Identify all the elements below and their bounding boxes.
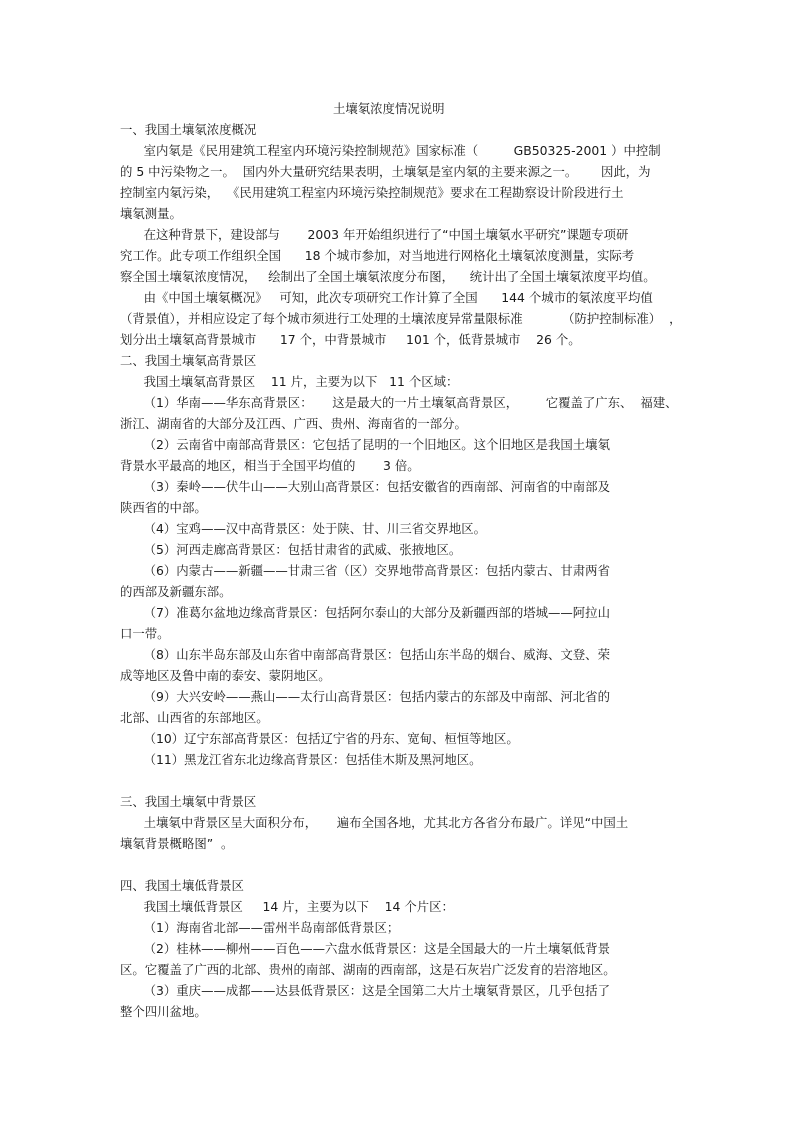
paragraph-line: 壤氡测量。: [120, 206, 182, 221]
list-item: （2）云南省中南部高背景区：它包括了昆明的一个旧地区。这个旧地区是我国土壤氡: [120, 437, 610, 452]
paragraph-line: 划分出土壤氡高背景城市 17 个，中背景城市 101 个，低背景城市 26 个。: [120, 332, 581, 347]
list-item: （6）内蒙古——新疆——甘肃三省（区）交界地带高背景区：包括内蒙古、甘肃两省: [120, 563, 610, 578]
list-item: （2）桂林——柳州——百色——六盘水低背景区：这是全国最大的一片土壤氡低背景: [120, 941, 610, 956]
paragraph-line: 我国土壤低背景区 14 片，主要为以下 14 个片区：: [120, 899, 454, 914]
list-item: 北部、山西省的东部地区。: [120, 710, 269, 725]
list-item: 浙江、湖南省的大部分及江西、广西、贵州、海南省的一部分。: [120, 416, 467, 431]
list-item: 的西部及新疆东部。: [120, 584, 232, 599]
list-item: （1）华南——华东高背景区： 这是最大的一片土壤氡高背景区， 它覆盖了广东、 福建、: [120, 395, 678, 410]
list-item: （4）宝鸡——汉中高背景区：处于陕、甘、川三省交界地区。: [120, 521, 487, 536]
section-heading: 一、我国土壤氡浓度概况: [120, 122, 257, 137]
paragraph-line: 在这种背景下，建设部与 2003 年开始组织进行了“中国土壤氡水平研究”课题专项研: [120, 227, 629, 242]
paragraph-line: 我国土壤氡高背景区 11 片，主要为以下 11 个区域：: [120, 374, 459, 389]
list-item: （1）海南省北部——雷州半岛南部低背景区；: [120, 920, 400, 935]
list-item: 成等地区及鲁中南的泰安、蒙阴地区。: [120, 668, 331, 683]
paragraph-line: 控制室内氡污染， 《民用建筑工程室内环境污染控制规范》要求在工程勘察设计阶段进行土: [120, 185, 624, 200]
section-heading: 三、我国土壤氡中背景区: [120, 794, 257, 809]
paragraph-line: 壤氡背景概略图” 。: [120, 836, 234, 851]
paragraph-line: 的 5 中污染物之一。 国内外大量研究结果表明，土壤氡是室内氡的主要来源之一。 因此，为: [120, 164, 651, 179]
section-heading: 四、我国土壤低背景区: [120, 878, 244, 893]
paragraph-line: （背景值），并相应设定了每个城市须进行工处理的土壤浓度异常量限标准 （防护控制标准） ，: [120, 311, 682, 326]
list-item: （7）准葛尔盆地边缘高背景区：包括阿尔泰山的大部分及新疆西部的塔城——阿拉山: [120, 605, 610, 620]
list-item: 陕西省的中部。: [120, 500, 207, 515]
list-item: （3）重庆——成都——达县低背景区：这是全国第二大片土壤氡背景区，几乎包括了: [120, 983, 610, 998]
list-item: 口一带。: [120, 626, 170, 641]
list-item: 整个四川盆地。: [120, 1004, 207, 1019]
paragraph-line: 室内氡是《民用建筑工程室内环境污染控制规范》国家标准（ GB50325-2001 ）中控制: [120, 143, 661, 158]
list-item: 区。它覆盖了广西的北部、贵州的南部、湖南的西南部，这是石灰岩广泛发育的岩溶地区。: [120, 962, 616, 977]
paragraph-line: 察全国土壤氡浓度情况， 绘制出了全国土壤氡浓度分布图， 统计出了全国土壤氡浓度平均值。: [120, 269, 656, 284]
list-item: （9）大兴安岭——燕山——太行山高背景区：包括内蒙古的东部及中南部、河北省的: [120, 689, 610, 704]
document-title: 土壤氡浓度情况说明: [333, 101, 445, 116]
paragraph-line: 究工作。此专项工作组织全国 18 个城市参加，对当地进行网格化土壤氡浓度测量，实际考: [120, 248, 635, 263]
section-heading: 二、我国土壤氡高背景区: [120, 353, 257, 368]
list-item: （5）河西走廊高背景区：包括甘肃省的武威、张掖地区。: [120, 542, 462, 557]
list-item: 背景水平最高的地区，相当于全国平均值的 3 倍。: [120, 458, 420, 473]
list-item: （11）黑龙江省东北边缘高背景区：包括佳木斯及黑河地区。: [120, 752, 482, 767]
list-item: （3）秦岭——伏牛山——大别山高背景区：包括安徽省的西南部、河南省的中南部及: [120, 479, 610, 494]
list-item: （10）辽宁东部高背景区：包括辽宁省的丹东、宽甸、桓恒等地区。: [120, 731, 519, 746]
paragraph-line: 土壤氡中背景区呈大面积分布， 遍布全国各地，尤其北方各省分布最广。详见“中国土: [120, 815, 629, 830]
paragraph-line: 由《中国土壤氡概况》 可知，此次专项研究工作计算了全国 144 个城市的氡浓度平均值: [120, 290, 653, 305]
list-item: （8）山东半岛东部及山东省中南部高背景区：包括山东半岛的烟台、威海、文登、荣: [120, 647, 610, 662]
